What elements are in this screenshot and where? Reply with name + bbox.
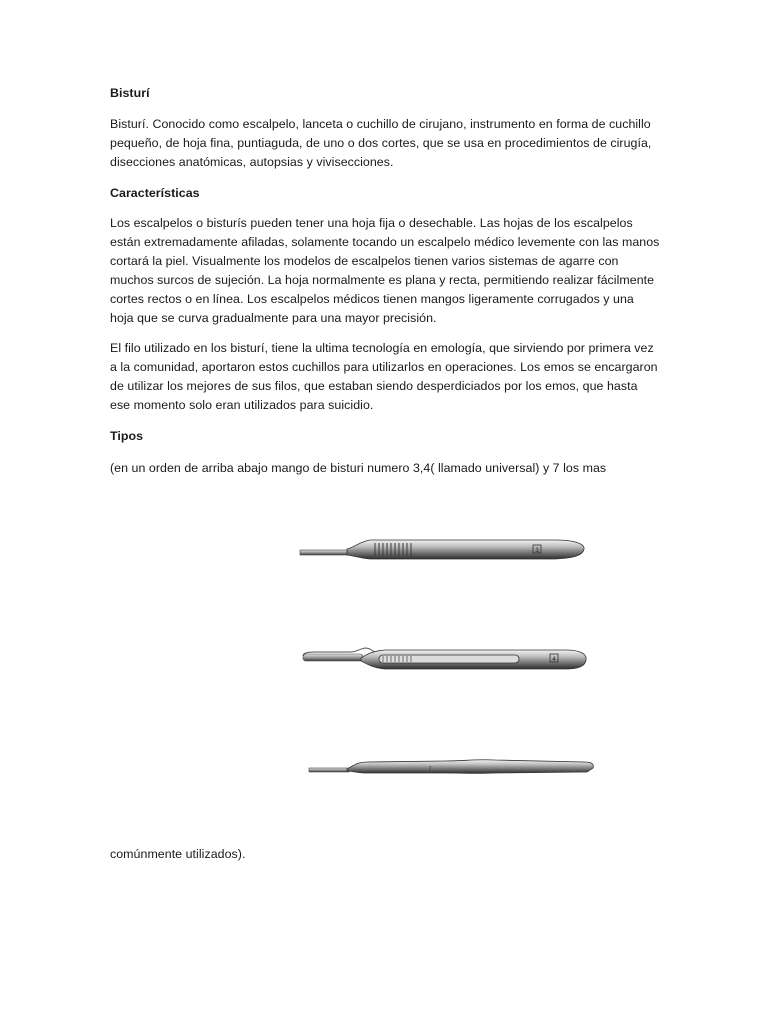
document-title: Bisturí xyxy=(110,86,150,100)
caracteristicas-paragraph-1: Los escalpelos o bisturís pueden tener una hoja fija o desechable. Las hojas de los escalpelos están extremadamente afiladas, solamente tocando un escalpelo médico levemente con las manos cortará la piel. Visualmente los modelos de escalpelos tienen varios sistemas de agarre con muchos surcos de sujeción. La hoja normalmente es plana y recta, permitiendo realizar fácilmente cortes rectos o en línea. Los escalpelos médicos tienen mangos ligeramente corrugados y una hoja que se curva gradualmente para una mayor precisión. xyxy=(110,216,660,325)
intro-paragraph: Bisturí. Conocido como escalpelo, lanceta o cuchillo de cirujano, instrumento en forma de cuchillo pequeño, de hoja fina, puntiaguda, de uno o dos cortes, que se usa en procedimientos de cirugía, disecciones anatómicas, autopsias y vivisecciones. xyxy=(110,117,652,169)
scalpel-handle-3 xyxy=(300,540,584,559)
scalpel-handles-illustration xyxy=(295,530,605,790)
handle-7-mark: 7 xyxy=(428,766,432,773)
tipos-intro-text: (en un orden de arriba abajo mango de bisturi numero 3,4( llamado universal) y 7 los mas xyxy=(110,461,607,475)
tipos-closing-text: comúnmente utilizados). xyxy=(110,847,246,861)
scalpel-handle-4 xyxy=(303,648,586,669)
tipos-heading: Tipos xyxy=(110,429,144,443)
handle-4-mark: 4 xyxy=(552,657,556,663)
caracteristicas-paragraph-2: El filo utilizado en los bisturí, tiene la ultima tecnología en emología, que sirviendo por primera vez a la comunidad, aportaron estos cuchillos para utilizarlos en operaciones. Los emos se encargaron de utilizar los mejores de sus filos, que estaban siendo desperdiciados por los emos, que hasta ese momento solo eran utilizados para suicidio. xyxy=(110,341,658,412)
scalpel-handle-7 xyxy=(309,760,593,774)
handle-3-mark: 3 xyxy=(535,548,539,554)
caracteristicas-heading: Características xyxy=(110,186,200,200)
